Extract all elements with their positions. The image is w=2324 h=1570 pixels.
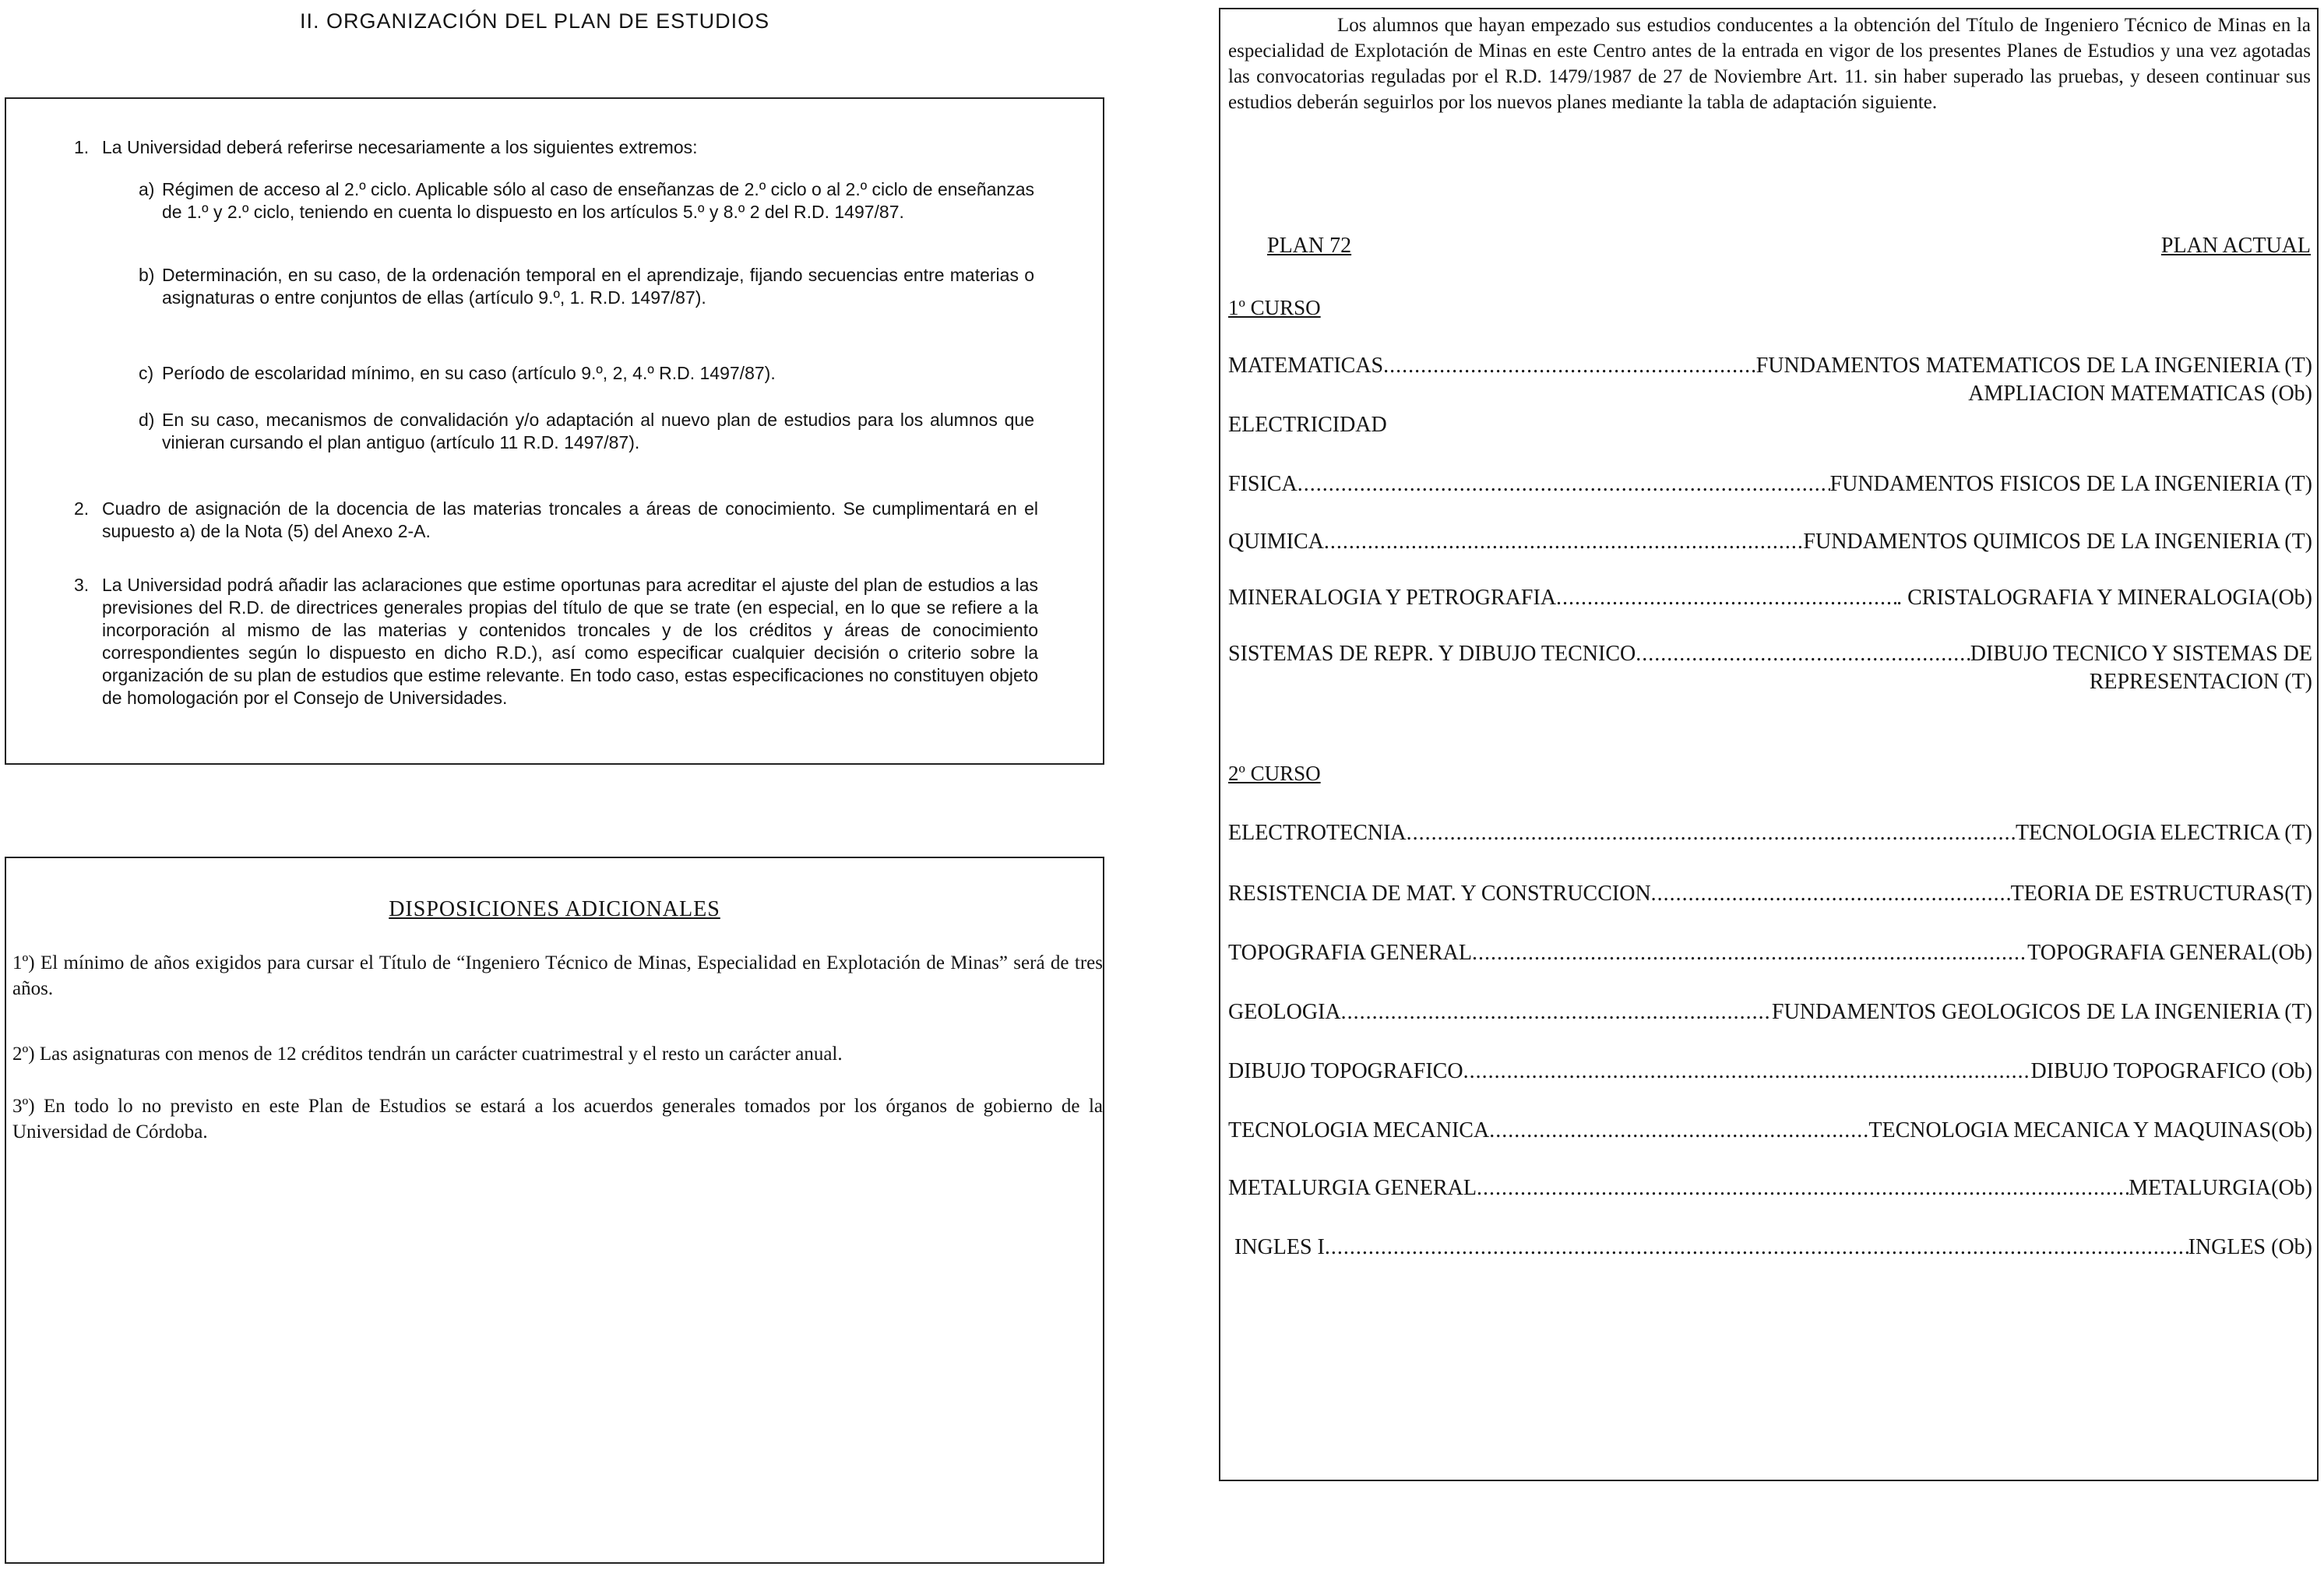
subitem-label: d) bbox=[139, 410, 155, 430]
old-subject: FISICA bbox=[1228, 472, 1298, 496]
org-item-1 bbox=[74, 136, 1038, 159]
org-item-number: 1. bbox=[74, 137, 90, 157]
adaptacion-row bbox=[1228, 998, 2312, 1026]
disposicion-paragraph-1: 1º) El mínimo de años exigidos para cursar el Título de “Ingeniero Técnico de Minas, Especialidad en Explotación de Minas” será de tres años. bbox=[12, 952, 1103, 999]
disposiciones-box bbox=[5, 857, 1104, 1564]
new-subject: FUNDAMENTOS QUIMICOS DE LA INGENIERIA (T) bbox=[1803, 530, 2312, 554]
old-subject: INGLES I bbox=[1234, 1235, 1325, 1259]
column-header-plan-actual: PLAN ACTUAL bbox=[2160, 234, 2311, 258]
adaptacion-row bbox=[1228, 584, 2312, 612]
leader-dots bbox=[1556, 584, 1896, 612]
adaptacion-row bbox=[1228, 411, 2312, 439]
disposicion-paragraph-3: 3º) En todo lo no previsto en este Plan de Estudios se estará a los acuerdos generales tomados por los órganos de gobierno de la Universidad de Córdoba. bbox=[12, 1096, 1103, 1142]
old-subject: METALURGIA GENERAL bbox=[1228, 1176, 1477, 1200]
org-item-number: 3. bbox=[74, 575, 90, 595]
disposiciones-title: DISPOSICIONES ADICIONALES bbox=[389, 897, 720, 921]
org-item-text: La Universidad podrá añadir las aclaraciones que estime oportunas para acreditar el ajuste del plan de estudios a las previsiones del R.D. de directrices generales propias del título de que se trate (en especial, en lo que se refiere a la incorporación al mismo de las materias y contenidos troncales y de los créditos y áreas de conocimiento correspondientes según lo dispuesto en dicho R.D.), así como especificar cualquier decisión o criterio sobre la organización de su plan de estudios que estime relevante. En todo caso, estas especificaciones no constituyen objeto de homologación por el Consejo de Universidades. bbox=[102, 575, 1038, 708]
new-subject: FUNDAMENTOS FISICOS DE LA INGENIERIA (T) bbox=[1829, 472, 2312, 496]
leader-dots bbox=[1463, 1058, 2031, 1086]
org-item-number: 2. bbox=[74, 498, 90, 519]
org-item-2 bbox=[74, 498, 1038, 543]
old-subject: QUIMICA bbox=[1228, 530, 1324, 554]
leader-dots bbox=[1651, 880, 2011, 908]
new-subject: TOPOGRAFIA GENERAL(Ob) bbox=[2027, 941, 2312, 965]
new-subject: TEORIA DE ESTRUCTURAS(T) bbox=[2010, 882, 2312, 906]
adaptacion-row bbox=[1228, 880, 2312, 908]
adaptacion-row bbox=[1228, 1234, 2312, 1262]
leader-dots bbox=[1341, 998, 1772, 1026]
new-subject: METALURGIA(Ob) bbox=[2129, 1176, 2312, 1200]
leader-dots bbox=[1298, 470, 1830, 498]
adaptacion-row bbox=[1228, 528, 2312, 556]
leader-dots bbox=[1325, 1234, 2188, 1262]
old-subject: TOPOGRAFIA GENERAL bbox=[1228, 941, 1472, 965]
new-subject: . CRISTALOGRAFIA Y MINERALOGIA(Ob) bbox=[1896, 586, 2312, 610]
adaptacion-row bbox=[1228, 1174, 2312, 1202]
old-subject: SISTEMAS DE REPR. Y DIBUJO TECNICO bbox=[1228, 642, 1636, 666]
new-subject-extra: AMPLIACION MATEMATICAS (Ob) bbox=[1968, 382, 2312, 406]
page-title: II. ORGANIZACIÓN DEL PLAN DE ESTUDIOS bbox=[300, 9, 770, 33]
old-subject: MATEMATICAS bbox=[1228, 354, 1384, 378]
old-subject: GEOLOGIA bbox=[1228, 1000, 1341, 1024]
new-subject: TECNOLOGIA ELECTRICA (T) bbox=[2015, 821, 2312, 845]
old-subject: ELECTRICIDAD bbox=[1228, 413, 1387, 437]
adaptacion-row bbox=[1228, 640, 2312, 696]
org-subitem-b bbox=[139, 264, 1034, 309]
curso-1-label: 1º CURSO bbox=[1228, 296, 1321, 319]
old-subject: RESISTENCIA DE MAT. Y CONSTRUCCION bbox=[1228, 882, 1651, 906]
column-header-plan-72: PLAN 72 bbox=[1267, 234, 1352, 258]
org-subitem-c bbox=[139, 362, 1034, 385]
leader-dots bbox=[1477, 1174, 2129, 1202]
subitem-text: En su caso, mecanismos de convalidación y/o adaptación al nuevo plan de estudios para los alumnos que vinieran cursando el plan antiguo (artículo 11 R.D. 1497/87). bbox=[162, 410, 1034, 452]
leader-dots bbox=[1472, 939, 2027, 967]
leader-dots bbox=[1324, 528, 1804, 556]
subitem-text: Período de escolaridad mínimo, en su caso (artículo 9.º, 2, 4.º R.D. 1497/87). bbox=[162, 363, 776, 383]
org-item-text: La Universidad deberá referirse necesariamente a los siguientes extremos: bbox=[102, 137, 698, 157]
new-subject-extra: REPRESENTACION (T) bbox=[2089, 670, 2312, 694]
new-subject: TECNOLOGIA MECANICA Y MAQUINAS(Ob) bbox=[1868, 1118, 2312, 1142]
adaptacion-row bbox=[1228, 352, 2312, 408]
leader-dots bbox=[1407, 819, 2016, 847]
new-subject: INGLES (Ob) bbox=[2188, 1235, 2312, 1259]
curso-2-label: 2º CURSO bbox=[1228, 762, 1321, 785]
leader-dots bbox=[1489, 1117, 1868, 1145]
adaptacion-box bbox=[1219, 8, 2319, 1481]
adaptacion-row bbox=[1228, 819, 2312, 847]
org-subitem-a bbox=[139, 178, 1034, 224]
old-subject: ELECTROTECNIA bbox=[1228, 821, 1407, 845]
subitem-label: a) bbox=[139, 179, 155, 199]
org-subitem-d bbox=[139, 409, 1034, 454]
new-subject: FUNDAMENTOS MATEMATICOS DE LA INGENIERIA (T) bbox=[1755, 354, 2312, 378]
leader-dots bbox=[1636, 640, 1970, 668]
leader-dots bbox=[1383, 352, 1756, 380]
adaptacion-row bbox=[1228, 1058, 2312, 1086]
subitem-text: Régimen de acceso al 2.º ciclo. Aplicable sólo al caso de enseñanzas de 2.º ciclo o al 2.º ciclo de enseñanzas de 1.º y 2.º ciclo, teniendo en cuenta lo dispuesto en los artículos 5.º y 8.º 2 del R.D. 1497/87. bbox=[162, 179, 1034, 222]
old-subject: MINERALOGIA Y PETROGRAFIA bbox=[1228, 586, 1557, 610]
new-subject: DIBUJO TOPOGRAFICO (Ob) bbox=[2030, 1059, 2312, 1083]
disposicion-paragraph-2: 2º) Las asignaturas con menos de 12 créditos tendrán un carácter cuatrimestral y el resto un carácter anual. bbox=[12, 1044, 843, 1065]
adaptacion-row bbox=[1228, 470, 2312, 498]
subitem-label: c) bbox=[139, 363, 154, 383]
org-item-3 bbox=[74, 574, 1038, 709]
adaptacion-row bbox=[1228, 1117, 2312, 1145]
subitem-label: b) bbox=[139, 265, 155, 285]
old-subject: TECNOLOGIA MECANICA bbox=[1228, 1118, 1490, 1142]
adaptacion-intro: Los alumnos que hayan empezado sus estudios conducentes a la obtención del Título de Ingeniero Técnico de Minas en la especialidad de Explotación de Minas en este Centro antes de la entrada en vigor de los presentes Planes de Estudios y una vez agotadas las convocatorias reguladas por el R.D. 1479/1987 de 27 de Noviembre Art. 11. sin haber superado las pruebas, y deseen continuar sus estudios deberán seguirlos por los nuevos planes mediante la tabla de adaptación siguiente. bbox=[1228, 15, 2311, 113]
adaptacion-row bbox=[1228, 939, 2312, 967]
subitem-text: Determinación, en su caso, de la ordenación temporal en el aprendizaje, fijando secuencias entre materias o asignaturas o entre conjuntos de ellas (artículo 9.º, 1. R.D. 1497/87). bbox=[162, 265, 1034, 308]
new-subject: FUNDAMENTOS GEOLOGICOS DE LA INGENIERIA (T) bbox=[1772, 1000, 2312, 1024]
old-subject: DIBUJO TOPOGRAFICO bbox=[1228, 1059, 1463, 1083]
new-subject: DIBUJO TECNICO Y SISTEMAS DE bbox=[1970, 642, 2312, 666]
org-item-text: Cuadro de asignación de la docencia de las materias troncales a áreas de conocimiento. Se cumplimentará en el supuesto a) de la Nota (5) del Anexo 2-A. bbox=[102, 498, 1038, 541]
organizacion-box bbox=[5, 97, 1104, 765]
